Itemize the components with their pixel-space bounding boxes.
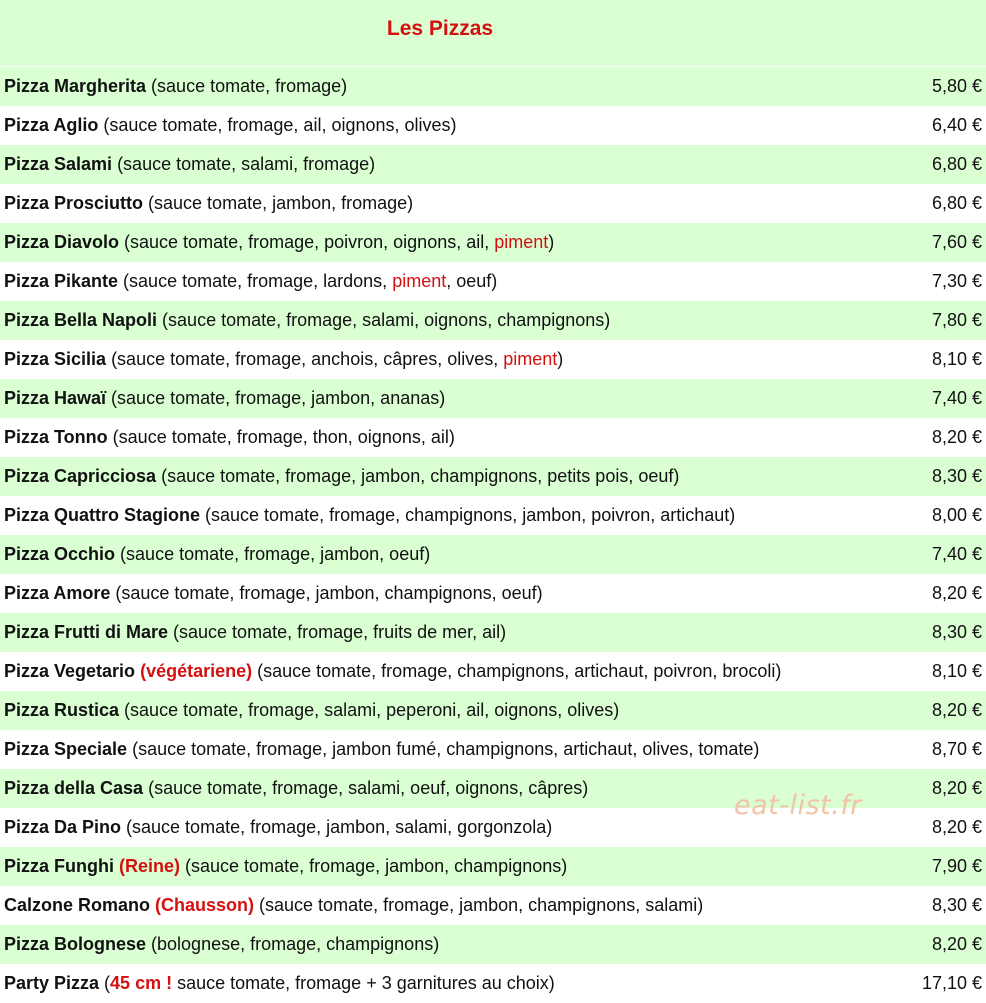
ingredients-text: , oeuf) bbox=[446, 271, 498, 291]
pizza-name: Pizza Tonno bbox=[4, 427, 108, 447]
highlight-text: 45 cm ! bbox=[110, 973, 173, 993]
pizza-price: 7,40 € bbox=[931, 388, 982, 408]
ingredients-text: (sauce tomate, fromage) bbox=[146, 76, 348, 96]
ingredients-text: (bolognese, fromage, champignons) bbox=[146, 934, 440, 954]
pizza-name: Party Pizza bbox=[4, 973, 100, 993]
pizza-price: 8,20 € bbox=[931, 778, 982, 798]
ingredients-text: (sauce tomate, fromage, poivron, oignons, ail, bbox=[119, 232, 495, 252]
menu-item-text bbox=[4, 145, 375, 184]
pizza-price: 7,90 € bbox=[931, 856, 982, 876]
menu-row bbox=[0, 964, 986, 1003]
pizza-price: 6,80 € bbox=[931, 154, 982, 174]
menu-row bbox=[0, 379, 986, 418]
menu-item-text bbox=[4, 418, 455, 457]
pizza-name: Pizza della Casa bbox=[4, 778, 144, 798]
menu-row bbox=[0, 925, 986, 964]
pizza-name: Pizza Vegetario bbox=[4, 661, 136, 681]
menu-row bbox=[0, 223, 986, 262]
ingredients-text: (sauce tomate, fromage, lardons, bbox=[118, 271, 393, 291]
menu-item-text bbox=[4, 301, 610, 340]
pizza-price: 8,10 € bbox=[931, 661, 982, 681]
ingredients-text: (sauce tomate, fromage, anchois, câpres, olives, bbox=[106, 349, 504, 369]
pizza-name: Pizza Diavolo bbox=[4, 232, 120, 252]
menu-item-text bbox=[4, 379, 445, 418]
menu-row bbox=[0, 457, 986, 496]
pizza-name: Calzone Romano bbox=[4, 895, 151, 915]
pizza-price: 8,30 € bbox=[931, 466, 982, 486]
pizza-name: Pizza Capricciosa bbox=[4, 466, 157, 486]
menu-item-text bbox=[4, 769, 588, 808]
pizza-price: 7,40 € bbox=[931, 544, 982, 564]
menu-header bbox=[0, 0, 986, 66]
pizza-list bbox=[0, 67, 986, 1003]
menu-item-text bbox=[4, 340, 563, 379]
highlight-text: (Reine) bbox=[119, 856, 181, 876]
ingredients-text: (sauce tomate, fromage, salami, oignons, champignons) bbox=[157, 310, 611, 330]
menu-item-text bbox=[4, 457, 679, 496]
pizza-price: 7,60 € bbox=[931, 232, 982, 252]
menu-item-text bbox=[4, 67, 347, 106]
pizza-price: 5,80 € bbox=[931, 76, 982, 96]
pizza-price: 8,10 € bbox=[931, 349, 982, 369]
menu-row bbox=[0, 418, 986, 457]
menu-title: Les Pizzas bbox=[386, 17, 494, 40]
pizza-price: 8,20 € bbox=[931, 934, 982, 954]
menu-item-text bbox=[4, 691, 619, 730]
pizza-name: Pizza Da Pino bbox=[4, 817, 122, 837]
pizza-price: 17,10 € bbox=[921, 973, 982, 993]
menu-row bbox=[0, 613, 986, 652]
menu-row bbox=[0, 106, 986, 145]
ingredients-text: (sauce tomate, salami, fromage) bbox=[112, 154, 376, 174]
ingredients-text: (sauce tomate, fromage, jambon, champignons, salami) bbox=[254, 895, 704, 915]
menu-row bbox=[0, 691, 986, 730]
highlight-text: (végétariene) bbox=[140, 661, 253, 681]
ingredients-text: (sauce tomate, fromage, salami, oeuf, oignons, câpres) bbox=[143, 778, 589, 798]
pizza-price: 8,20 € bbox=[931, 817, 982, 837]
menu-row bbox=[0, 184, 986, 223]
watermark-logo: eat-list.fr bbox=[734, 790, 862, 821]
pizza-price: 8,20 € bbox=[931, 700, 982, 720]
menu-item-text bbox=[4, 223, 554, 262]
highlight-text: piment bbox=[494, 232, 549, 252]
ingredients-text: (sauce tomate, fromage, salami, peperoni, ail, oignons, olives) bbox=[119, 700, 620, 720]
pizza-price: 8,30 € bbox=[931, 895, 982, 915]
menu-row bbox=[0, 496, 986, 535]
ingredients-text: (sauce tomate, fromage, fruits de mer, ail) bbox=[168, 622, 507, 642]
menu-item-text bbox=[4, 652, 781, 691]
pizza-price: 6,40 € bbox=[931, 115, 982, 135]
menu-item-text bbox=[4, 925, 439, 964]
ingredients-text: ( bbox=[99, 973, 111, 993]
ingredients-text: (sauce tomate, fromage, jambon, salami, gorgonzola) bbox=[121, 817, 553, 837]
pizza-name: Pizza Prosciutto bbox=[4, 193, 144, 213]
menu-row bbox=[0, 730, 986, 769]
pizza-name: Pizza Rustica bbox=[4, 700, 120, 720]
ingredients-text: (sauce tomate, fromage, jambon, ananas) bbox=[106, 388, 446, 408]
menu-row bbox=[0, 886, 986, 925]
menu-item-text bbox=[4, 886, 703, 925]
menu-item-text bbox=[4, 808, 552, 847]
pizza-price: 7,30 € bbox=[931, 271, 982, 291]
ingredients-text: ) bbox=[548, 232, 555, 252]
ingredients-text: (sauce tomate, fromage, jambon, champignons, oeuf) bbox=[110, 583, 543, 603]
menu-row bbox=[0, 301, 986, 340]
ingredients-text: (sauce tomate, fromage, champignons, artichaut, poivron, brocoli) bbox=[252, 661, 782, 681]
menu-item-text bbox=[4, 535, 430, 574]
pizza-name: Pizza Frutti di Mare bbox=[4, 622, 169, 642]
highlight-text: piment bbox=[392, 271, 447, 291]
pizza-name: Pizza Amore bbox=[4, 583, 111, 603]
highlight-text: (Chausson) bbox=[155, 895, 255, 915]
ingredients-text: (sauce tomate, fromage, jambon fumé, champignons, artichaut, olives, tomate) bbox=[127, 739, 760, 759]
pizza-name: Pizza Hawaï bbox=[4, 388, 107, 408]
menu-row bbox=[0, 652, 986, 691]
ingredients-text: ) bbox=[557, 349, 564, 369]
menu-row bbox=[0, 847, 986, 886]
pizza-name: Pizza Aglio bbox=[4, 115, 99, 135]
pizza-price: 7,80 € bbox=[931, 310, 982, 330]
ingredients-text: (sauce tomate, fromage, ail, oignons, olives) bbox=[98, 115, 457, 135]
menu-row bbox=[0, 262, 986, 301]
pizza-name: Pizza Occhio bbox=[4, 544, 116, 564]
pizza-price: 8,00 € bbox=[931, 505, 982, 525]
menu-item-text bbox=[4, 106, 457, 145]
pizza-name: Pizza Salami bbox=[4, 154, 113, 174]
menu-row bbox=[0, 67, 986, 106]
menu-item-text bbox=[4, 574, 543, 613]
ingredients-text: (sauce tomate, fromage, jambon, oeuf) bbox=[115, 544, 431, 564]
ingredients-text: (sauce tomate, jambon, fromage) bbox=[143, 193, 414, 213]
ingredients-text: (sauce tomate, fromage, champignons, jambon, poivron, artichaut) bbox=[200, 505, 736, 525]
pizza-name: Pizza Pikante bbox=[4, 271, 119, 291]
menu-item-text bbox=[4, 184, 413, 223]
pizza-price: 8,20 € bbox=[931, 427, 982, 447]
pizza-name: Pizza Funghi bbox=[4, 856, 114, 876]
menu-item-text bbox=[4, 262, 497, 301]
pizza-price: 8,70 € bbox=[931, 739, 982, 759]
ingredients-text: sauce tomate, fromage + 3 garnitures au choix) bbox=[172, 973, 555, 993]
pizza-name: Pizza Sicilia bbox=[4, 349, 107, 369]
menu-item-text bbox=[4, 964, 555, 1003]
menu-row bbox=[0, 145, 986, 184]
pizza-name: Pizza Bolognese bbox=[4, 934, 147, 954]
menu-item-text bbox=[4, 730, 759, 769]
menu-item-text bbox=[4, 847, 567, 886]
menu-item-text bbox=[4, 496, 735, 535]
pizza-name: Pizza Bella Napoli bbox=[4, 310, 158, 330]
ingredients-text: (sauce tomate, fromage, jambon, champignons, petits pois, oeuf) bbox=[156, 466, 680, 486]
menu-row bbox=[0, 574, 986, 613]
pizza-name: Pizza Speciale bbox=[4, 739, 128, 759]
ingredients-text: (sauce tomate, fromage, thon, oignons, ail) bbox=[107, 427, 455, 447]
pizza-price: 8,20 € bbox=[931, 583, 982, 603]
menu-row bbox=[0, 340, 986, 379]
pizza-price: 8,30 € bbox=[931, 622, 982, 642]
pizza-price: 6,80 € bbox=[931, 193, 982, 213]
highlight-text: piment bbox=[503, 349, 558, 369]
pizza-name: Pizza Margherita bbox=[4, 76, 147, 96]
ingredients-text: (sauce tomate, fromage, jambon, champignons) bbox=[180, 856, 568, 876]
pizza-name: Pizza Quattro Stagione bbox=[4, 505, 201, 525]
menu-row bbox=[0, 535, 986, 574]
menu-item-text bbox=[4, 613, 506, 652]
